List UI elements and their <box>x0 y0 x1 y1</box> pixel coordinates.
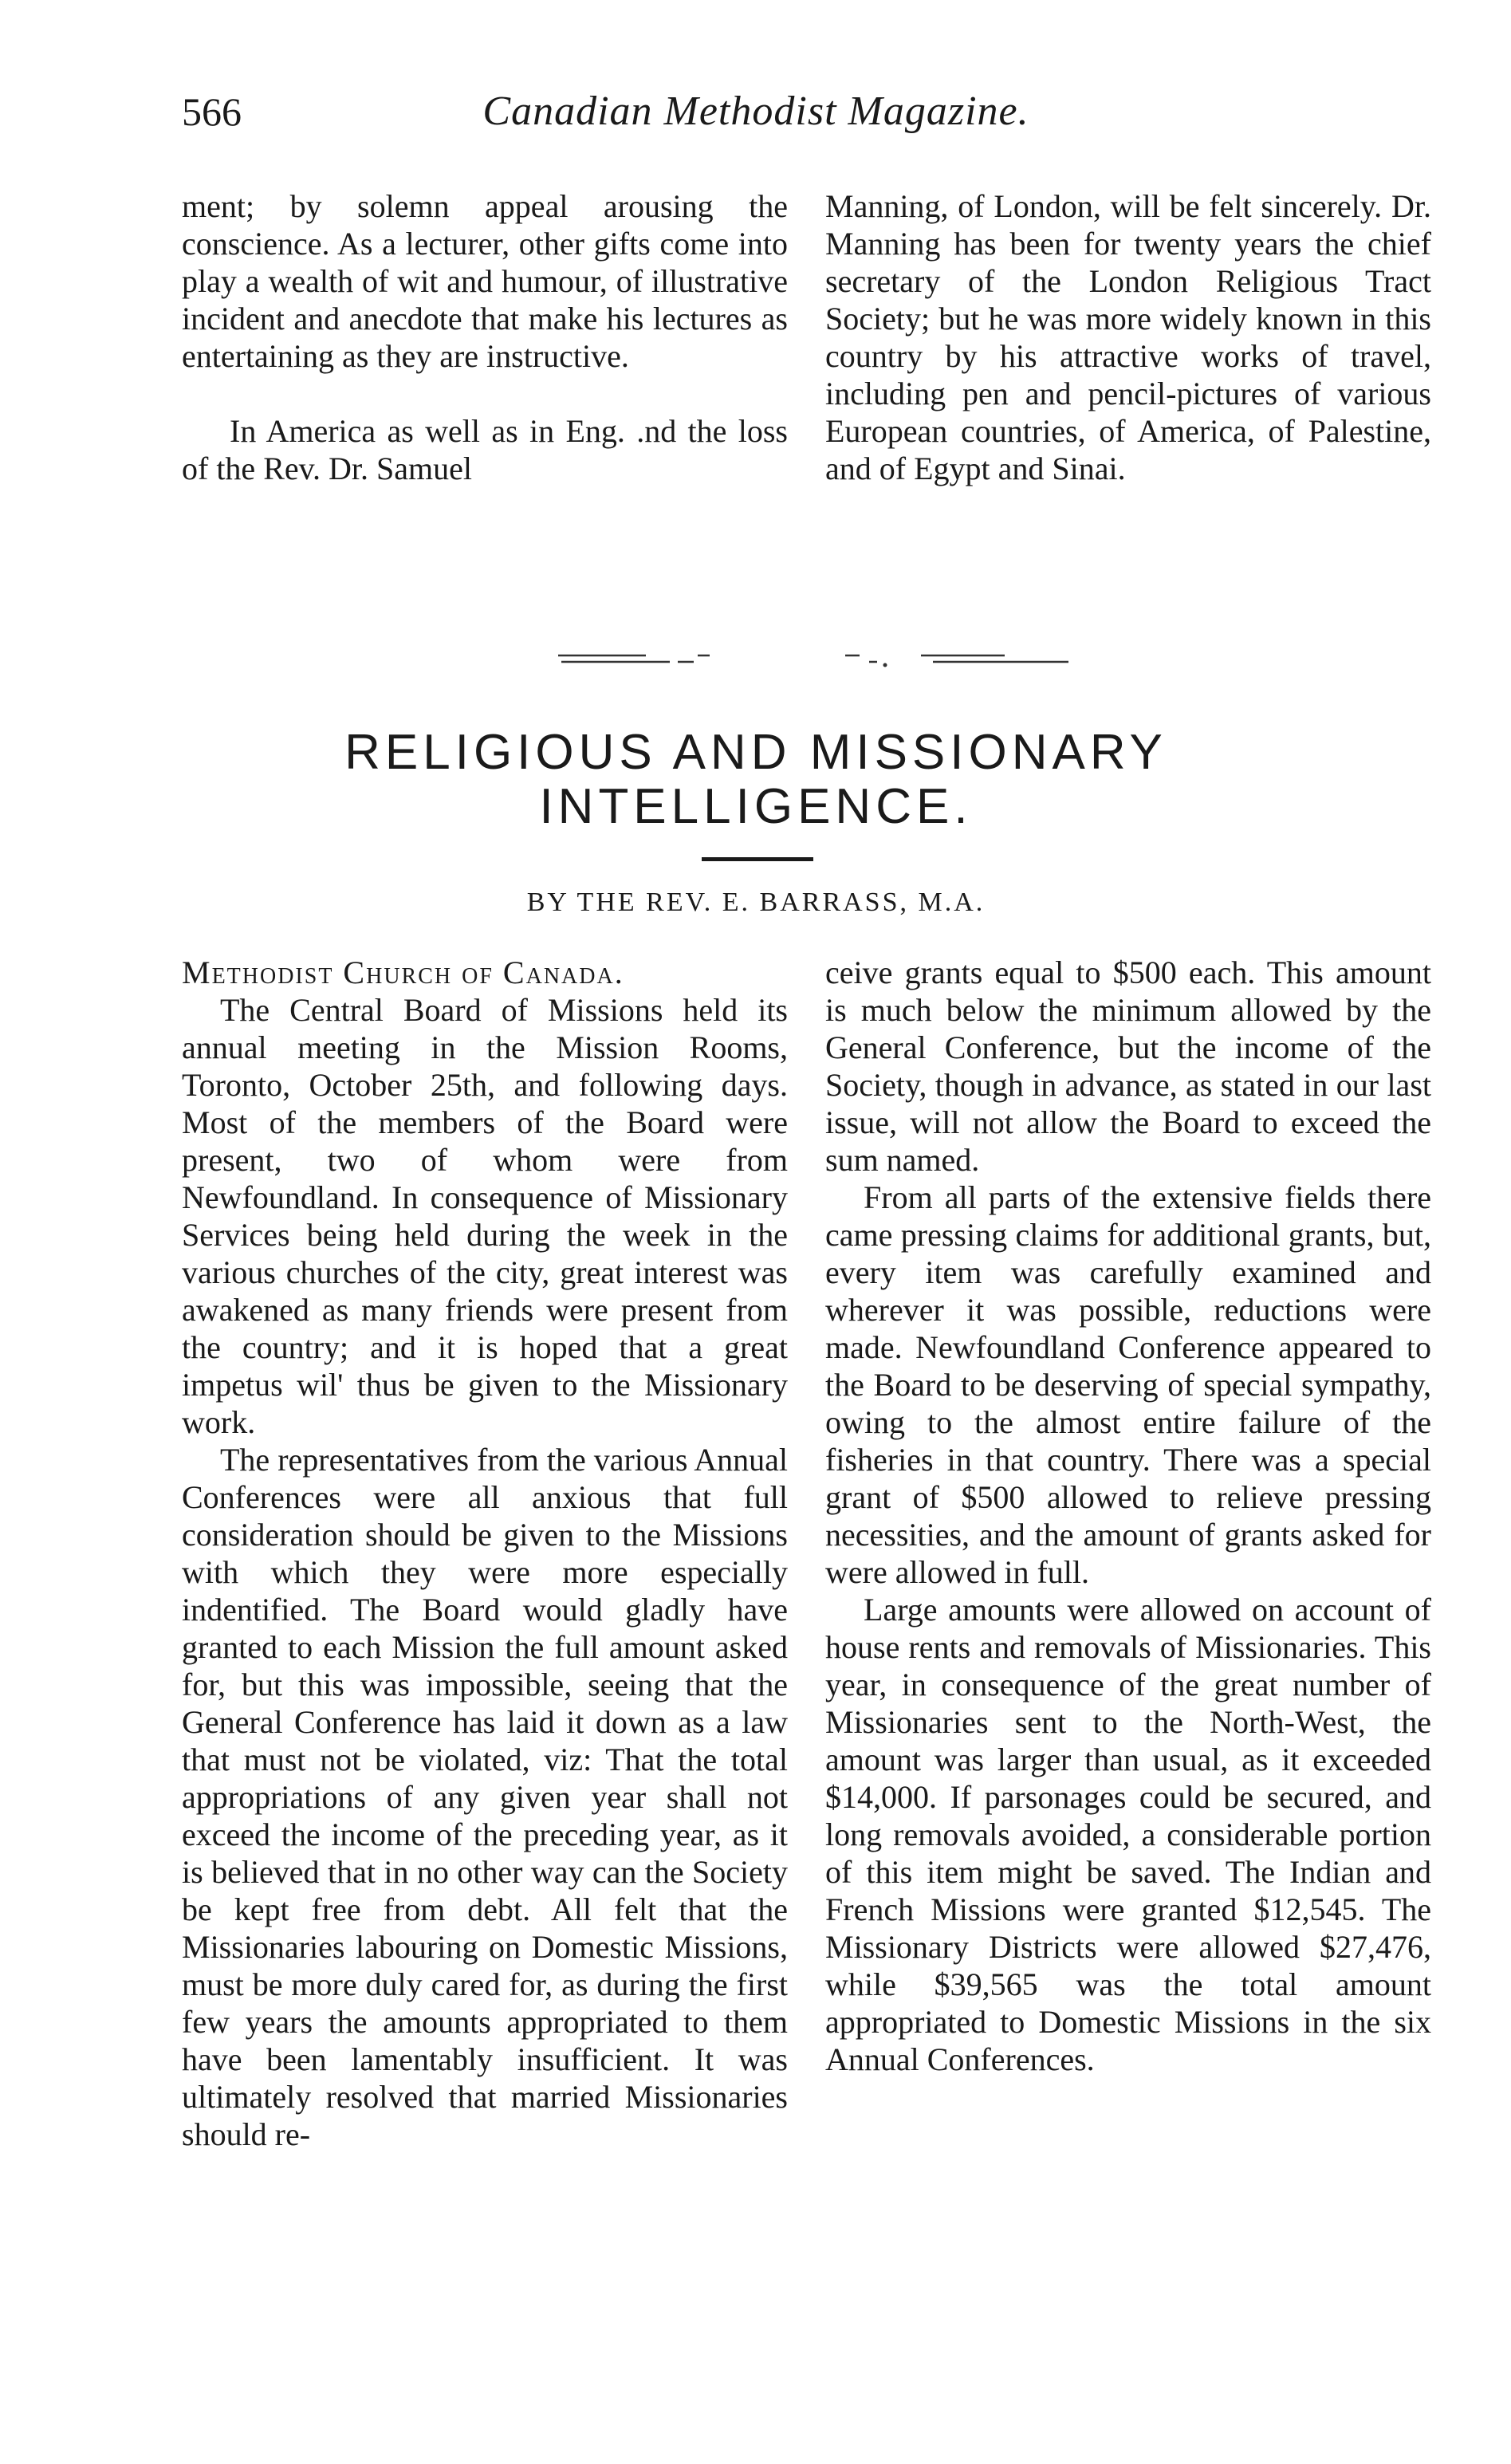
section-heading: Methodist Church of Canada. <box>182 955 624 990</box>
top-left-column <box>182 187 788 487</box>
page-number: 566 <box>182 89 242 134</box>
article-title: RELIGIOUS AND MISSIONARY INTELLIGENCE. <box>344 725 1167 834</box>
paragraph: Manning, of London, will be felt sincerely. Dr. Manning has been for twenty years the chief secretary of the London Religious Tract Society; but he was more widely known in this country by his attractive works of travel, including pen and pencil-pictures of various European countries, of America, of Palestine, and of Egypt and Sinai. <box>825 188 1431 486</box>
article-right-column <box>825 954 1431 2078</box>
section-divider-ornament <box>558 644 1068 676</box>
paragraph: The Central Board of Missions held its annual meeting in the Mission Rooms, Toronto, October 25th, and following days. Most of the members of the Board were present, two of whom were from Newfoundland. In consequence of Missionary Services being held during the week in the various churches of the city, great interest was awakened as many friends were present from the country; and it is hoped that a great impetus wil' thus be given to the Missionary work. <box>182 992 788 1440</box>
paragraph: The representatives from the various Annual Conferences were all anxious that full consideration should be given to the Missions with which they were more especially indentified. The Board would gladly have granted to each Mission the full amount asked for, but this was impossible, seeing that the General Conference has laid it down as a law that must not be violated, viz: That the total appropriations of any given year shall not exceed the income of the preceding year, as it is believed that in no other way can the Society be kept free from debt. All felt that the Missionaries labouring on Domestic Missions, must be more duly cared for, as during the first few years the amounts appropriated to them have been lamentably insufficient. It was ultimately resolved that married Missionaries should re- <box>182 1442 788 2152</box>
byline: BY THE REV. E. BARRASS, M.A. <box>526 888 986 917</box>
paragraph: In America as well as in Eng. .nd the loss of the Rev. Dr. Samuel <box>182 413 788 486</box>
paragraph: ment; by solemn appeal arousing the conscience. As a lecturer, other gifts come into play a wealth of wit and humour, of illustrative incident and anecdote that make his lectures as entertaining as they are instructive. <box>182 188 788 374</box>
paragraph: From all parts of the extensive fields there came pressing claims for additional grants, but, every item was carefully examined and wherever it was possible, reductions were made. Newfoundland Conference appeared to the Board to be deserving of special sympathy, owing to the almost entire failure of the fisheries in that country. There was a special grant of $500 allowed to relieve pressing necessities, and the amount of grants asked for were allowed in full. <box>825 1179 1431 1590</box>
running-title: Canadian Methodist Magazine. <box>482 89 1029 134</box>
top-right-column <box>825 187 1431 487</box>
paragraph: Large amounts were allowed on account of house rents and removals of Missionaries. This year, in consequence of the great number of Missionaries sent to the North-West, the amount was larger than usual, as it exceeded $14,000. If parsonages could be secured, and long removals avoided, a considerable portion of this item might be saved. The Indian and French Missions were granted $12,545. The Missionary Districts were allowed $27,476, while $39,565 was the total amount appropriated to Domestic Missions in the six Annual Conferences. <box>825 1592 1431 2077</box>
paragraph: ceive grants equal to $500 each. This amount is much below the minimum allowed by the General Conference, but the income of the Society, though in advance, as stated in our last issue, will not allow the Board to exceed the sum named. <box>825 955 1431 1178</box>
page-header <box>182 80 1330 144</box>
title-rule <box>702 857 813 861</box>
article-left-column <box>182 954 788 2153</box>
